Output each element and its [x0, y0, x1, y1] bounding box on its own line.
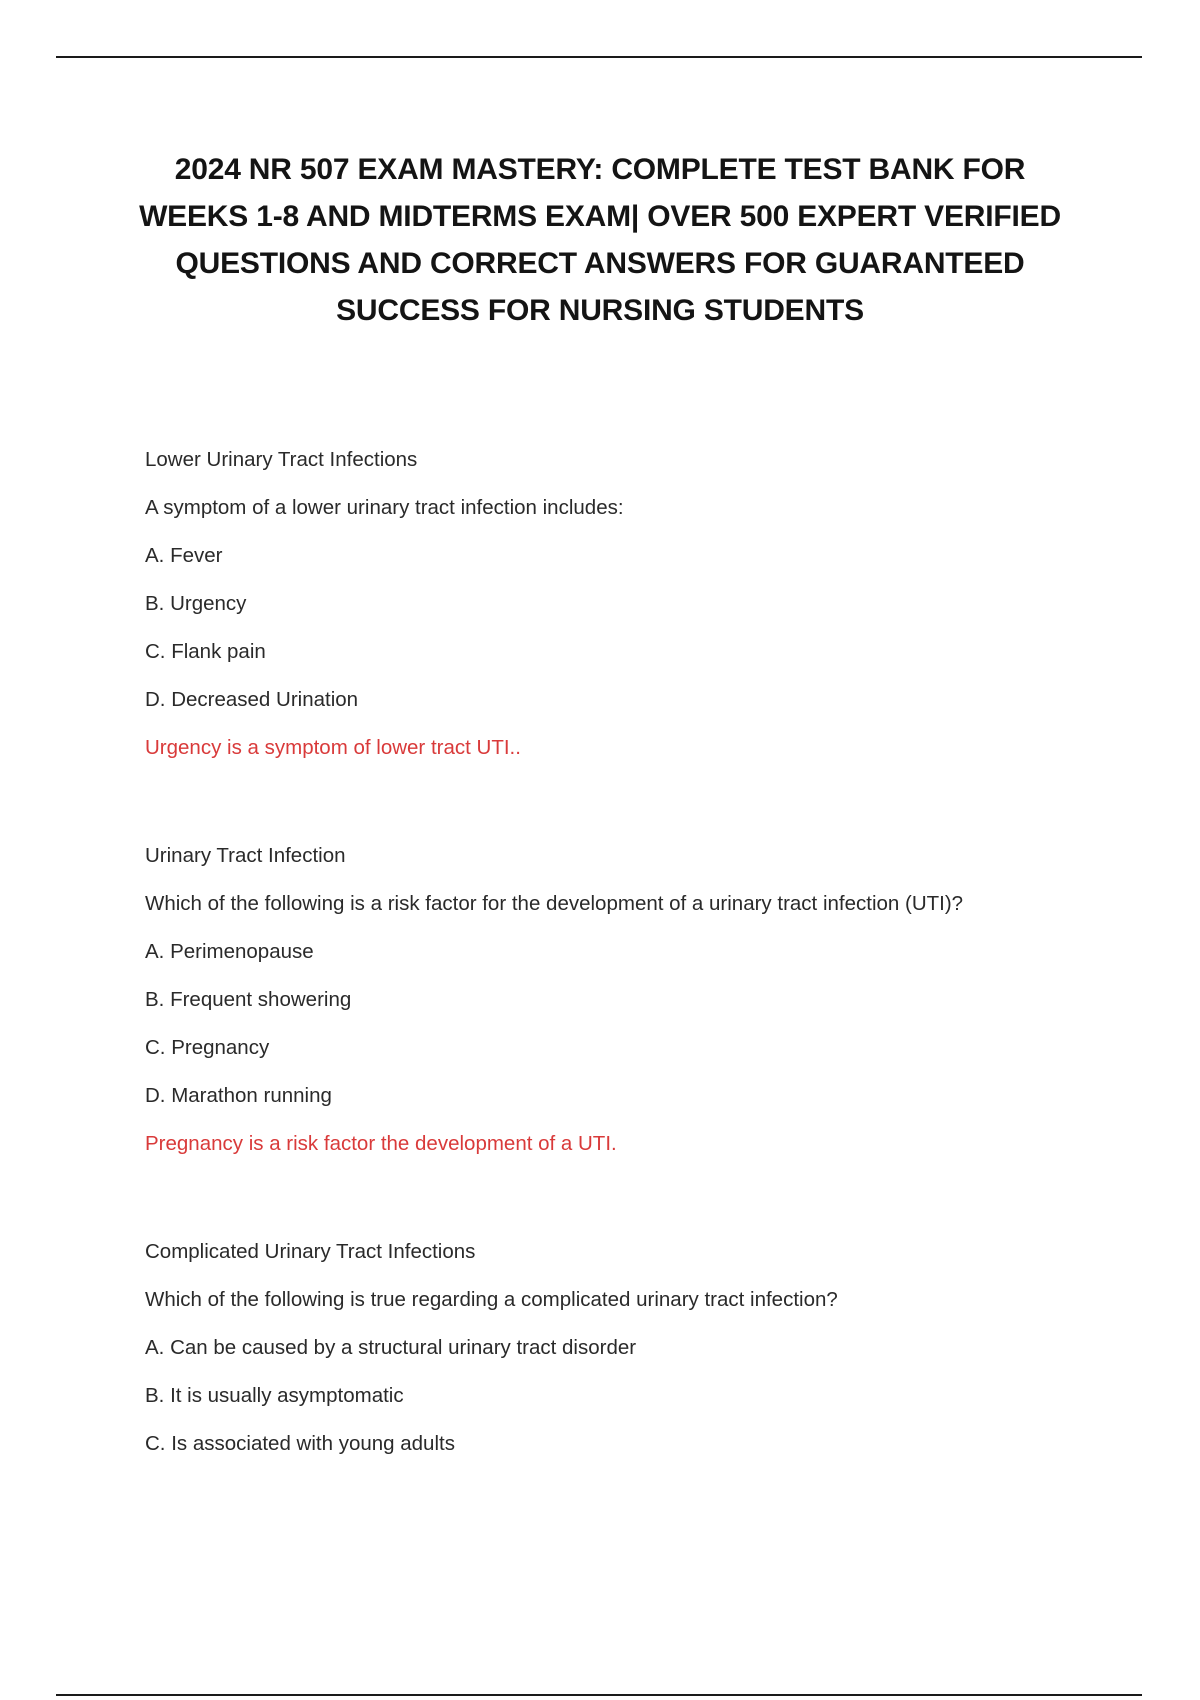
- question-topic: Complicated Urinary Tract Infections: [145, 1240, 476, 1263]
- question-topic: Urinary Tract Infection: [145, 844, 346, 867]
- option-d: D. Marathon running: [145, 1084, 332, 1107]
- question-list: [145, 448, 1135, 1480]
- option-c: C. Pregnancy: [145, 1036, 270, 1059]
- answer-rationale: Pregnancy is a risk factor the development of a UTI.: [145, 1132, 617, 1155]
- option-c: C. Is associated with young adults: [145, 1432, 455, 1455]
- option-a: A. Perimenopause: [145, 940, 314, 963]
- option-c: C. Flank pain: [145, 640, 266, 663]
- question-text: Which of the following is true regarding a complicated urinary tract infection?: [145, 1288, 838, 1311]
- option-a: A. Fever: [145, 544, 223, 567]
- option-a: A. Can be caused by a structural urinary tract disorder: [145, 1336, 637, 1359]
- question-text: Which of the following is a risk factor for the development of a urinary tract infection (UTI)?: [145, 892, 964, 915]
- question-text: A symptom of a lower urinary tract infection includes:: [145, 496, 624, 519]
- question-block: [145, 448, 1135, 760]
- option-d: D. Decreased Urination: [145, 688, 359, 711]
- option-b: B. Frequent showering: [145, 988, 352, 1011]
- option-b: B. It is usually asymptomatic: [145, 1384, 404, 1407]
- question-topic: Lower Urinary Tract Infections: [145, 448, 418, 471]
- option-b: B. Urgency: [145, 592, 247, 615]
- question-block: [145, 844, 1135, 1156]
- answer-rationale: Urgency is a symptom of lower tract UTI..: [145, 736, 521, 759]
- footer-rule: [56, 1694, 1142, 1696]
- header-rule: [56, 56, 1142, 58]
- document-title: 2024 NR 507 EXAM MASTERY: COMPLETE TEST BANK FOR WEEKS 1-8 AND MIDTERMS EXAM| OVER 500 EXPERT VERIFIED QUESTIONS AND CORRECT ANSWERS FOR GUARANTEED SUCCESS FOR NURSING STUDENTS: [139, 153, 1061, 327]
- question-block: [145, 1240, 1135, 1456]
